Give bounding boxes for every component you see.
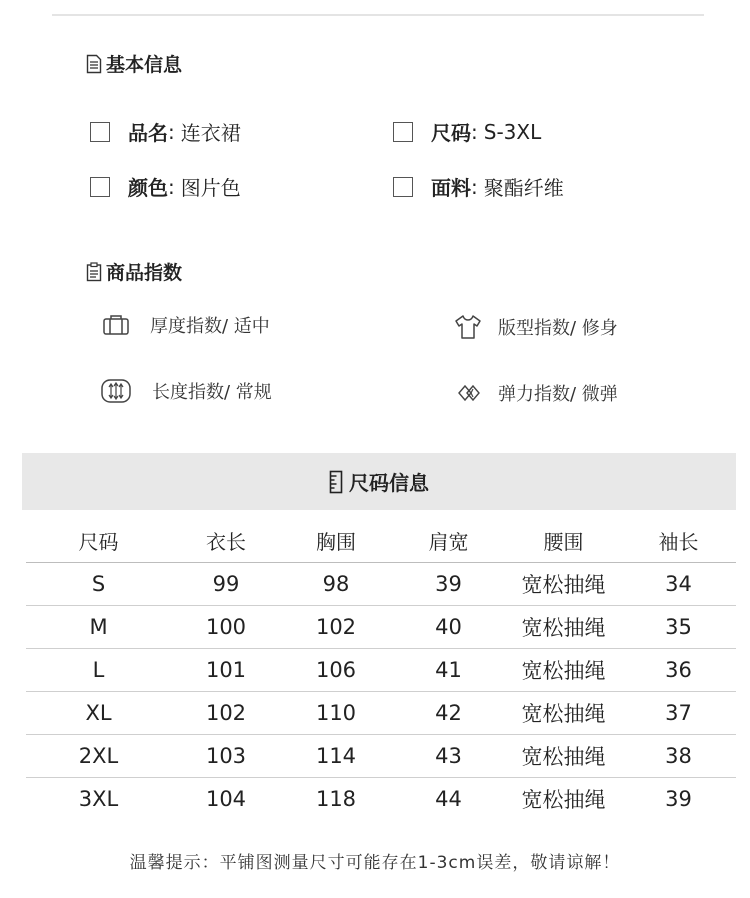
index-label: 厚度指数/ 适中 [150,316,270,337]
table-cell: 宽松抽绳 [506,563,621,606]
attr-key: 尺码 [431,121,471,145]
attr-separator: : [471,174,478,199]
size-info-banner [22,453,736,510]
table-cell: 41 [391,649,506,692]
table-cell: 34 [621,563,736,606]
index-fit [454,314,618,340]
table-cell: 35 [621,606,736,649]
attr-value: 图片色 [180,176,241,200]
table-cell: 44 [435,787,462,811]
table-cell: 2XL [26,735,171,778]
ruler-icon [329,470,343,494]
elastic-icon [456,382,484,404]
column-header: 腰围 [506,518,621,563]
table-cell: S [26,563,171,606]
table-cell: 101 [171,649,281,692]
attr-separator: : [168,119,175,144]
basic-info-heading [86,50,182,77]
attr-name [90,117,241,146]
attr-separator: : [168,174,175,199]
size-info-title: 尺码信息 [349,471,429,495]
column-header: 衣长 [171,518,281,563]
attr-color [90,172,241,201]
table-cell: 106 [281,649,391,692]
column-header: 袖长 [621,518,736,563]
table-row [26,735,736,778]
index-thickness [102,312,270,338]
index-label: 版型指数/ 修身 [498,318,618,339]
clipboard-icon [86,262,102,282]
table-row [26,778,736,821]
table-cell: 36 [621,649,736,692]
checkbox[interactable] [90,122,110,142]
table-cell: 39 [391,563,506,606]
table-cell: 宽松抽绳 [506,606,621,649]
checkbox[interactable] [393,177,413,197]
checkbox[interactable] [90,177,110,197]
table-cell: 37 [621,692,736,735]
attr-separator: : [471,119,478,144]
table-cell: 宽松抽绳 [506,735,621,778]
table-cell: 43 [391,735,506,778]
attr-value: 聚酯纤维 [483,176,564,200]
product-index-title: 商品指数 [106,262,183,284]
checkbox[interactable] [393,122,413,142]
attr-key: 面料 [431,176,471,200]
table-row [26,606,736,649]
table-row [26,649,736,692]
table-cell: 40 [391,606,506,649]
table-cell: 99 [171,563,281,606]
column-header: 尺码 [26,518,171,563]
table-cell: 3XL [78,787,119,811]
table-cell: 103 [171,735,281,778]
table-cell: M [26,606,171,649]
size-table [26,518,736,820]
table-cell: 宽松抽绳 [506,649,621,692]
attr-fabric [393,172,564,201]
table-cell: 104 [205,787,247,811]
size-info-heading [329,467,429,496]
attr-key: 品名 [128,121,168,145]
tshirt-icon [454,314,482,340]
column-header: 胸围 [281,518,391,563]
table-cell: 118 [315,787,357,811]
attr-value: S-3XL [483,119,542,144]
top-divider [52,14,704,16]
index-label: 弹力指数/ 微弹 [498,384,618,405]
table-row [26,692,736,735]
attr-size [393,117,541,146]
table-cell: 38 [621,735,736,778]
table-row [26,563,736,606]
table-cell: 宽松抽绳 [506,692,621,735]
index-label: 长度指数/ 常规 [152,382,272,403]
footnote: 温馨提示：平铺图测量尺寸可能存在1-3cm误差，敬请谅解！ [129,853,621,873]
bag-icon [102,313,130,337]
table-header-row [26,518,736,563]
table-cell: 102 [281,606,391,649]
table-cell: 110 [281,692,391,735]
index-elastic [456,380,618,406]
table-cell: XL [26,692,171,735]
table-cell: 39 [665,787,692,811]
table-cell: 42 [391,692,506,735]
document-icon [86,54,102,74]
index-length [100,378,272,404]
table-cell: 宽松抽绳 [521,788,606,812]
length-icon [100,378,132,404]
column-header: 肩宽 [391,518,506,563]
table-cell: L [26,649,171,692]
table-cell: 114 [281,735,391,778]
table-cell: 100 [171,606,281,649]
attr-value: 连衣裙 [180,121,241,145]
product-index-heading [86,258,182,285]
table-cell: 102 [171,692,281,735]
table-cell: 98 [281,563,391,606]
basic-info-title: 基本信息 [106,54,183,76]
attr-key: 颜色 [128,176,168,200]
